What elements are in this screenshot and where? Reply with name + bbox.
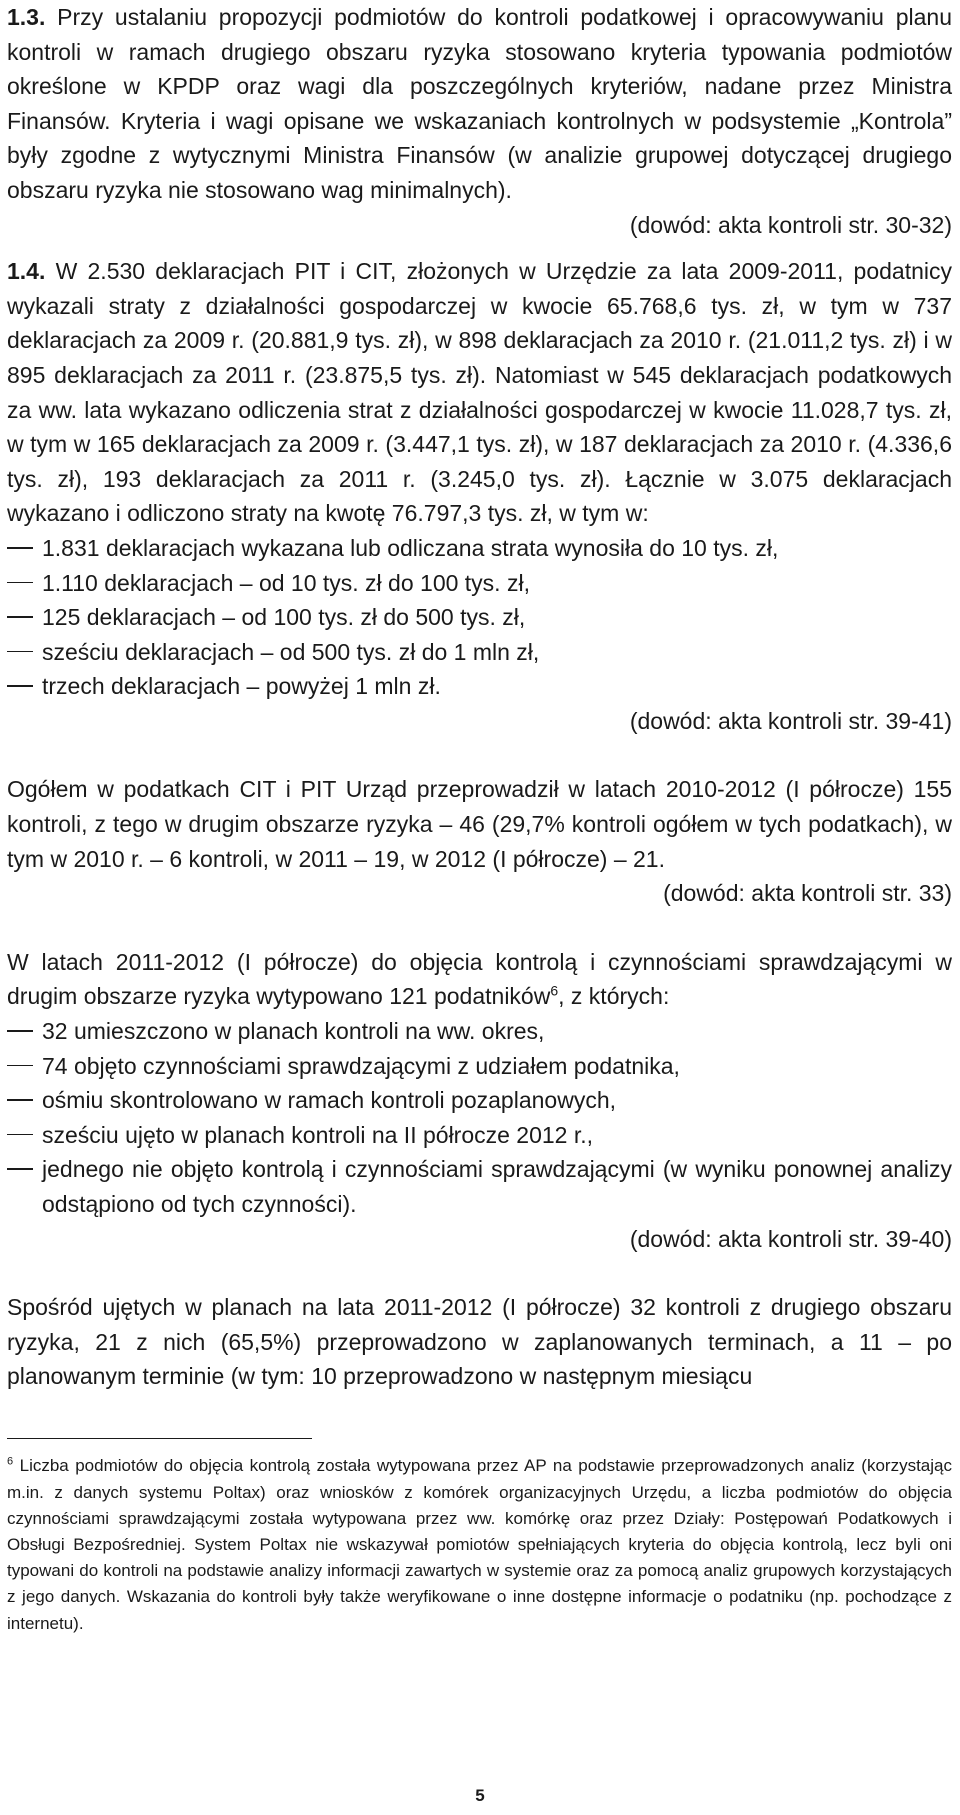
dash-bullet [7, 1030, 33, 1032]
list-item: 1.831 deklaracjach wykazana lub odliczana strata wynosiła do 10 tys. zł, [7, 531, 952, 566]
section-text: Przy ustalaniu propozycji podmiotów do kontroli podatkowej i opracowywaniu planu kontroli w ramach drugiego obszaru ryzyka stosowano kryteria typowania podmiotów określone w KPDP oraz wagi dla poszczególnych kryteriów, nadane przez Ministra Finansów. Kryteria i wagi opisane we wskazaniach kontrolnych w podsystemie „Kontrola” były zgodne z wytycznymi Ministra Finansów (w analizie grupowej dotyczącej drugiego obszaru ryzyka nie stosowano wag minimalnych). [7, 4, 952, 203]
footnote-marker: 6 [7, 1455, 14, 1468]
footnote [7, 1453, 952, 1636]
planned-controls [7, 1290, 952, 1394]
dash-bullet [7, 616, 33, 618]
section-number: 1.4. [7, 258, 46, 285]
selected-taxpayers-list [7, 1014, 952, 1222]
dash-bullet [7, 1065, 33, 1067]
footnote-reference: 6 [550, 982, 559, 999]
section-number: 1.3. [7, 4, 46, 30]
evidence-citation: (dowód: akta kontroli str. 33) [663, 880, 952, 907]
footnote-text: Liczba podmiotów do objęcia kontrolą została wytypowana przez AP na podstawie przeprowadzonych analiz (korzystając m.in. z danych systemu Poltax) oraz wniosków z komórek organizacyjnych Urzędu, a liczba podmiotów do objęcia czynnościami sprawdzającymi została wytypowana przez ww. komórkę oraz przez Działy: Postępowań Podatkowych i Obsługi Bezpośredniej. System Poltax nie wskazywał pomiotów spełniających kryteria do objęcia kontrolą, lecz byli oni typowani do kontroli na podstawie analizy informacji zawartych w systemie oraz za pomocą analiz grupowych korzystających z jego danych. Wskazania do kontroli były także weryfikowane o inne dostępne informacje o podatniku (np. pochodzące z internetu). [7, 1456, 952, 1633]
dash-bullet [7, 582, 33, 584]
controls-summary [7, 772, 952, 910]
list-item: jednego nie objęto kontrolą i czynnościami sprawdzającymi (w wyniku ponownej analizy odstąpiono od tych czynności). [7, 1152, 952, 1221]
page-number: 5 [475, 1786, 485, 1805]
section-text: W 2.530 deklaracjach PIT i CIT, złożonych w Urzędzie za lata 2009-2011, podatnicy wykazali straty z działalności gospodarczej w kwocie 65.768,6 tys. zł, w tym w 737 deklaracjach za 2009 r. (20.881,9 tys. zł), w 898 deklaracjach za 2010 r. (21.011,2 tys. zł) i w 895 deklaracjach za 2011 r. (23.875,5 tys. zł). Natomiast w 545 deklaracjach podatkowych za ww. lata wykazano odliczenia strat z działalności gospodarczej w kwocie 11.028,7 tys. zł, w tym w 165 deklaracjach za 2009 r. (3.447,1 tys. zł), w 187 deklaracjach za 2010 r. (4.336,6 tys. zł), 193 deklaracjach za 2011 r. (3.245,0 tys. zł). Łącznie w 3.075 deklaracjach wykazano i odliczono straty na kwotę 76.797,3 tys. zł, w tym w: [7, 258, 953, 527]
evidence-citation: (dowód: akta kontroli str. 39-40) [629, 1225, 952, 1252]
list-item: ośmiu skontrolowano w ramach kontroli pozaplanowych, [7, 1083, 952, 1118]
section-1-3-paragraph [7, 0, 952, 208]
evidence-citation: (dowód: akta kontroli str. 30-32) [629, 211, 952, 238]
section-1-4-paragraph [7, 254, 952, 531]
evidence-citation: (dowód: akta kontroli str. 39-41) [629, 707, 952, 734]
selected-paragraph: W latach 2011-2012 (I półrocze) do objęcia kontrolą i czynnościami sprawdzającymi w drugim obszarze ryzyka wytypowano 121 podatników$^6$, z których: [7, 948, 952, 1010]
selected-taxpayers [7, 945, 952, 1256]
planned-paragraph: Spośród ujętych w planach na lata 2011-2012 (I półrocze) 32 kontroli z drugiego obszaru ryzyka, 21 z nich (65,5%) przeprowadzono w zaplanowanych terminach, a 11 – po planowanym terminie (w tym: 10 przeprowadzono w następnym miesiącu [7, 1294, 952, 1390]
dash-bullet [7, 685, 33, 687]
list-item: sześciu ujęto w planach kontroli na II półrocze 2012 r., [7, 1118, 952, 1153]
dash-bullet [7, 1099, 33, 1101]
controls-paragraph: Ogółem w podatkach CIT i PIT Urząd przeprowadził w latach 2010-2012 (I półrocze) 155 kontroli, z tego w drugim obszarze ryzyka – 46 (29,7% kontroli ogółem w tych podatkach), w tym w 2010 r. – 6 kontroli, w 2011 – 19, w 2012 (I półrocze) – 21. [7, 776, 952, 872]
dash-bullet [7, 1168, 33, 1170]
list-item: sześciu deklaracjach – od 500 tys. zł do 1 mln zł, [7, 635, 952, 670]
dash-bullet [7, 651, 33, 653]
list-item: 32 umieszczono w planach kontroli na ww. okres, [7, 1014, 952, 1049]
list-item: 125 deklaracjach – od 100 tys. zł do 500 tys. zł, [7, 600, 952, 635]
section-1-4 [7, 254, 952, 738]
list-item: 1.110 deklaracjach – od 10 tys. zł do 100 tys. zł, [7, 566, 952, 601]
dash-bullet [7, 1134, 33, 1136]
list-item: 74 objęto czynnościami sprawdzającymi z udziałem podatnika, [7, 1049, 952, 1084]
list-item: trzech deklaracjach – powyżej 1 mln zł. [7, 669, 952, 704]
dash-bullet [7, 547, 33, 549]
section-1-3 [7, 0, 952, 242]
loss-ranges-list [7, 531, 952, 704]
